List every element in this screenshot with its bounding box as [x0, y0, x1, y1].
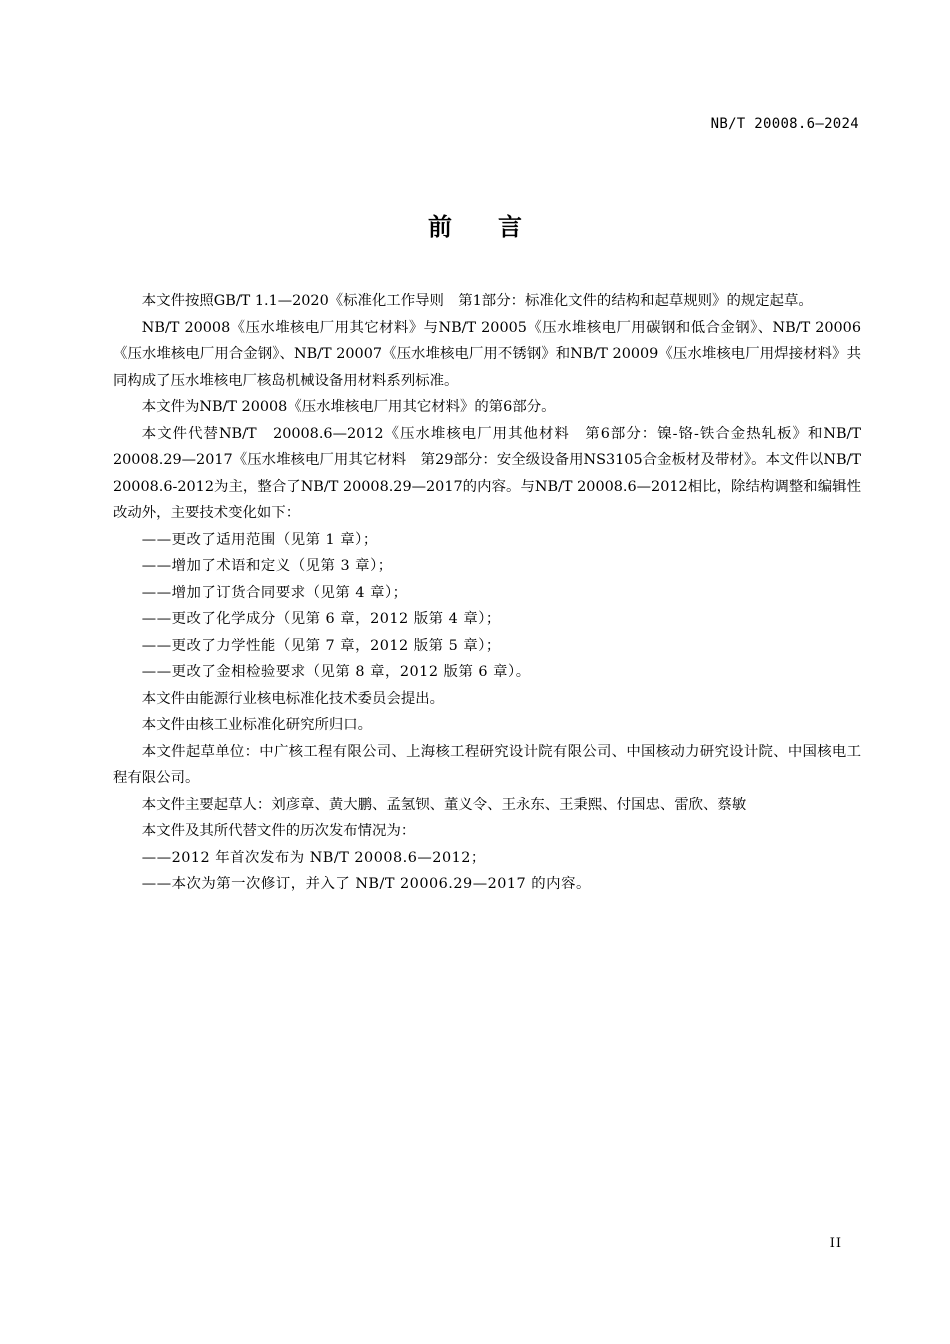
- change-item: ——增加了订货合同要求（见第 4 章）；: [141, 584, 408, 601]
- history-item: ——2012 年首次发布为 NB/T 20008.6—2012；: [141, 849, 486, 866]
- paragraph-part-info: 本文件为NB/T 20008《压水堆核电厂用其它材料》的第6部分。: [141, 399, 556, 415]
- change-item: ——更改了力学性能（见第 7 章，2012 版第 5 章）；: [141, 637, 501, 654]
- paragraph-series-standards: NB/T 20008《压水堆核电厂用其它材料》与NB/T 20005《压水堆核电厂用碳钢和低合金钢》、NB/T 20006《压水堆核电厂用合金钢》、NB/T 20007《压水堆核电厂用不锈钢》和NB/T 20009《压水堆核电厂用焊接材料》共同构成了压水堆核电厂核岛机械设备用材料系列标准。: [113, 319, 861, 389]
- paragraph-drafters: 本文件主要起草人：刘彦章、黄大鹏、孟氢钡、董义令、王永东、王秉熙、付国忠、雷欣、蔡敏: [141, 796, 747, 813]
- paragraph-proposer: 本文件由能源行业核电标准化技术委员会提出。: [141, 690, 445, 707]
- change-item: ——更改了化学成分（见第 6 章，2012 版第 4 章）；: [141, 611, 501, 627]
- change-item: ——更改了金相检验要求（见第 8 章，2012 版第 6 章）。: [141, 664, 531, 680]
- paragraph-drafting-basis: 本文件按照GB/T 1.1—2020《标准化工作导则 第1部分：标准化文件的结构和起草规则》的规定起草。: [141, 293, 813, 309]
- paragraph-drafting-units: 本文件起草单位：中广核工程有限公司、上海核工程研究设计院有限公司、中国核动力研究设计院、中国核电工程有限公司。: [113, 743, 861, 786]
- paragraph-history-intro: 本文件及其所代替文件的历次发布情况为：: [141, 823, 416, 839]
- history-item: ——本次为第一次修订，并入了 NB/T 20006.29—2017 的内容。: [141, 876, 591, 892]
- paragraph-centralized: 本文件由核工业标准化研究所归口。: [141, 717, 373, 733]
- page-title: 前言: [428, 213, 568, 241]
- paragraph-replacement: 本文件代替NB/T 20008.6—2012《压水堆核电厂用其他材料 第6部分：镍-铬-铁合金热轧板》和NB/T 20008.29—2017《压水堆核电厂用其它材料 第29部分：安全级设备用NS3105合金板材及带材》。本文件以NB/T 20008.6-2012为主，整合了NB/T 20008.29—2017的内容。与NB/T 20008.6—2012相比，除结构调整和编辑性改动外，主要技术变化如下：: [113, 425, 861, 521]
- change-item: ——增加了术语和定义（见第 3 章）；: [141, 558, 393, 574]
- document-number: NB/T 20008.6—2024: [710, 116, 859, 132]
- foreword-body: [113, 288, 861, 898]
- page-number: II: [829, 1236, 842, 1251]
- change-item: ——更改了适用范围（见第 1 章）；: [141, 531, 378, 548]
